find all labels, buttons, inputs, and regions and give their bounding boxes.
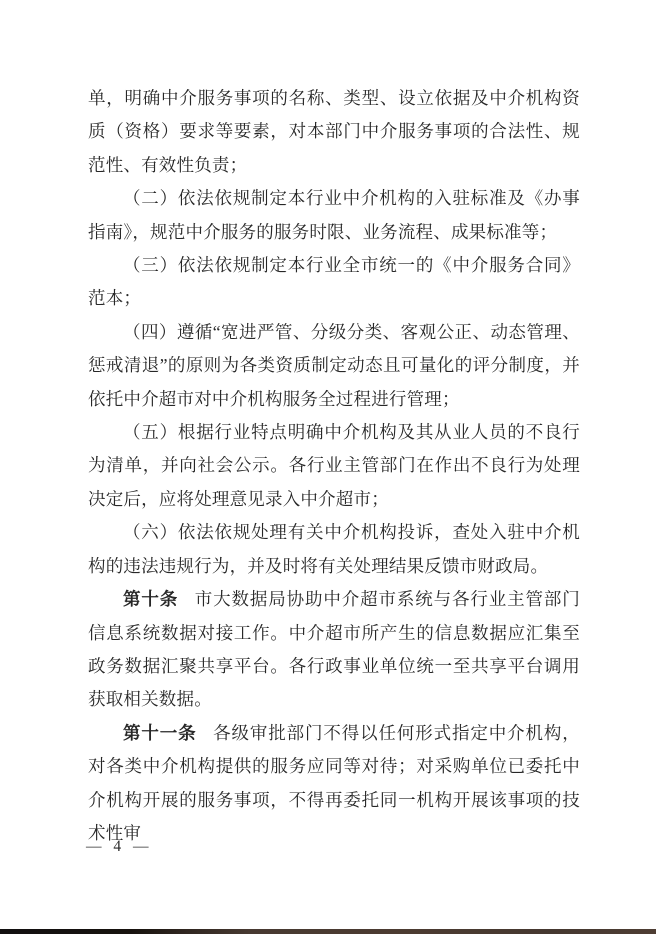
text-run: 市大数据局协助中介超市系统与各行业主管部门信息系统数据对接工作。中介超市所产生的信息数据应汇集至政务数据汇聚共享平台。各行政事业单位统一至共享平台调用获取相关数据。: [88, 589, 580, 710]
page-number: — 4 —: [86, 838, 150, 855]
text-run: 单，明确中介服务事项的名称、类型、设立依据及中介机构资质（资格）要求等要素，对本部门中介服务事项的合法性、规范性、有效性负责；: [88, 88, 580, 175]
paragraph: [88, 516, 580, 583]
paragraph: [88, 316, 580, 416]
paragraph: [88, 717, 580, 851]
article-number-label: 第十一条: [123, 722, 197, 743]
text-run: （五）根据行业特点明确中介机构及其从业人员的不良行为清单，并向社会公示。各行业主管部门在作出不良行为处理决定后，应将处理意见录入中介超市；: [88, 422, 580, 509]
text-run: 各级审批部门不得以任何形式指定中介机构，对各类中介机构提供的服务应同等对待；对采购单位已委托中介机构开展的服务事项，不得再委托同一机构开展该事项的技术性审: [88, 722, 580, 843]
scan-edge-bar: [0, 929, 656, 934]
paragraph: [88, 249, 580, 316]
document-body: [88, 82, 580, 850]
paragraph: [88, 182, 580, 249]
paragraph: [88, 82, 580, 182]
text-run: （四）遵循“宽进严管、分级分类、客观公正、动态管理、惩戒清退”的原则为各类资质制定动态且可量化的评分制度，并依托中介超市对中介机构服务全过程进行管理；: [88, 321, 580, 409]
paragraph: [88, 583, 580, 717]
text-run: （六）依法依规处理有关中介机构投诉，查处入驻中介机构的违法违规行为，并及时将有关处理结果反馈市财政局。: [88, 522, 580, 576]
text-run: （三）依法依规制定本行业全市统一的《中介服务合同》范本；: [88, 255, 580, 309]
paragraph: [88, 416, 580, 516]
text-run: （二）依法依规制定本行业中介机构的入驻标准及《办事指南》，规范中介服务的服务时限、业务流程、成果标准等；: [88, 188, 580, 242]
article-number-label: 第十条: [123, 589, 179, 610]
